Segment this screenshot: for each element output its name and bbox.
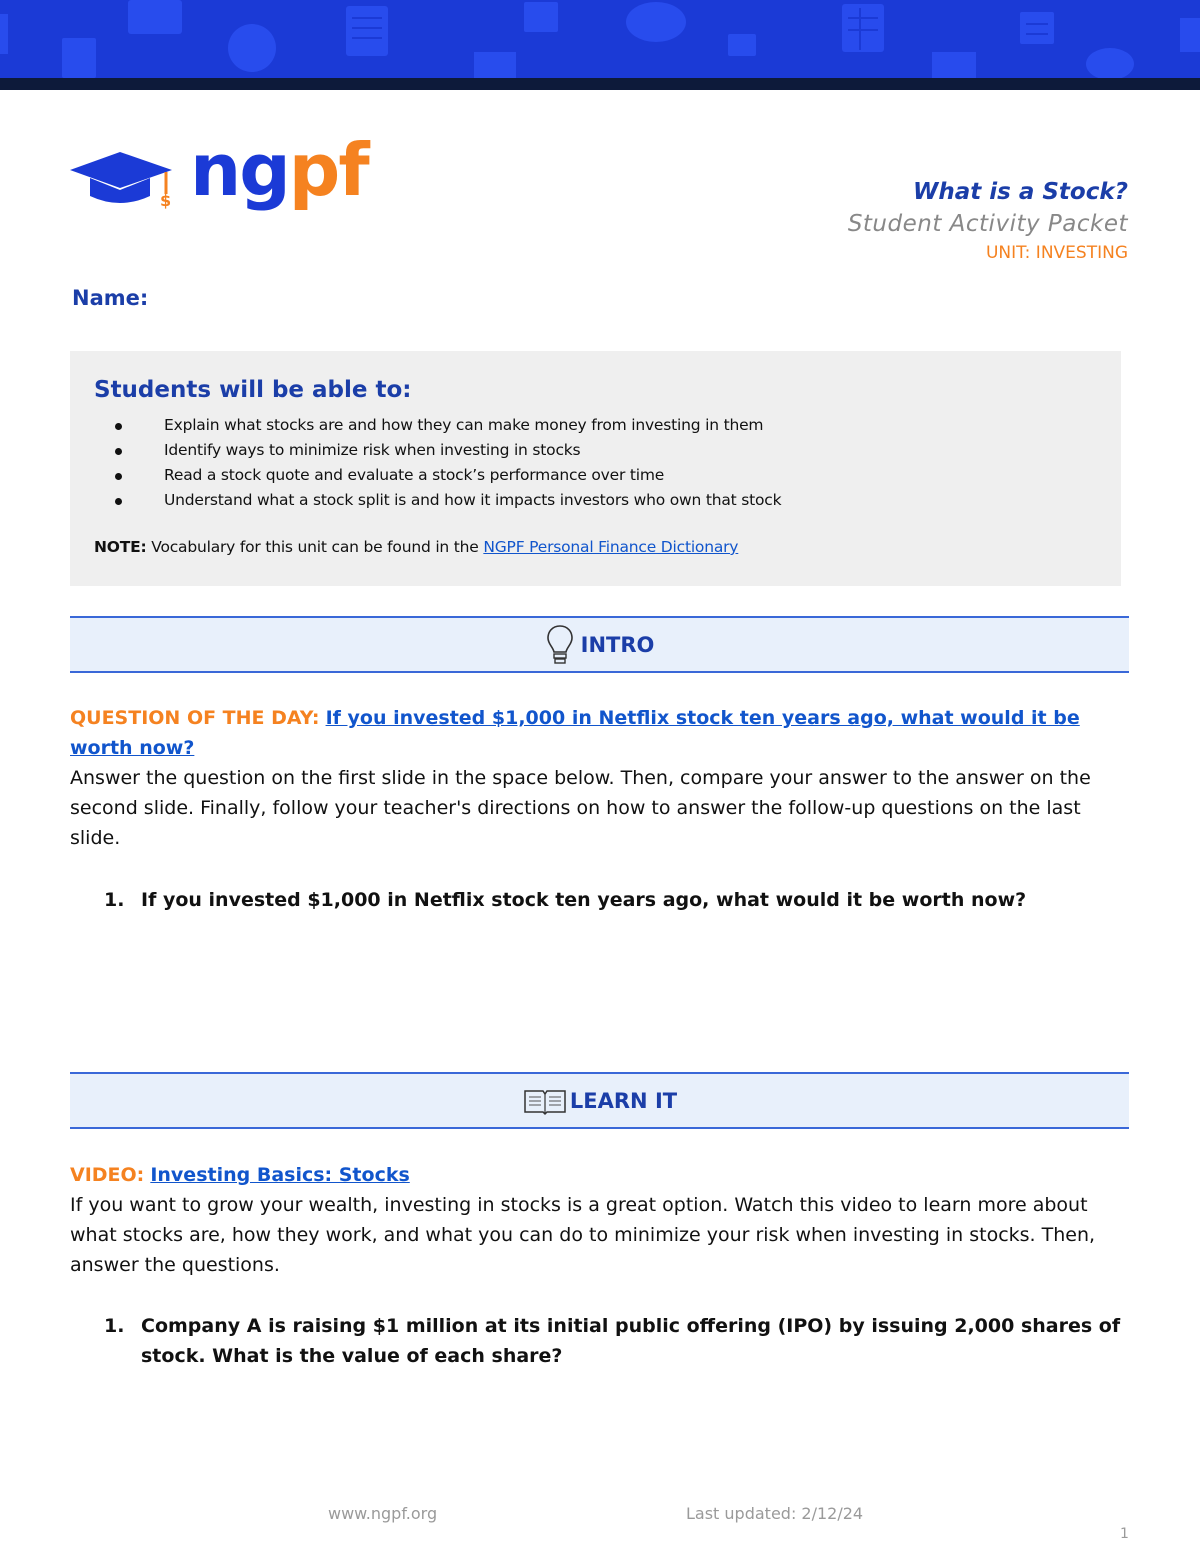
video-link[interactable]: Investing Basics: Stocks (150, 1164, 410, 1186)
footer-url: www.ngpf.org (328, 1504, 438, 1523)
banner-pattern (0, 0, 1200, 78)
question-text: If you invested $1,000 in Netflix stock ten years ago, what would it be worth now? (141, 889, 1027, 911)
intro-question-1 (104, 885, 1134, 915)
dictionary-link[interactable]: NGPF Personal Finance Dictionary (483, 538, 739, 556)
name-field-label: Name: (72, 286, 149, 310)
learn-it-instructions: If you want to grow your wealth, investing in stocks is a great option. Watch this video to learn more about what stocks are, how they work, and what you can do to minimize your risk when investing in stocks. Then, answer the questions. (70, 1194, 1096, 1276)
vocabulary-note (94, 538, 738, 556)
question-text: Company A is raising $1 million at its initial public offering (IPO) by issuing 2,000 shares of stock. What is the value of each share? (141, 1315, 1121, 1367)
document-title-block (848, 176, 1128, 266)
note-text: Vocabulary for this unit can be found in the (146, 538, 484, 556)
document-subtitle: Student Activity Packet (847, 211, 1128, 237)
footer-last-updated: Last updated: 2/12/24 (686, 1504, 864, 1523)
qotd-link[interactable]: If you invested $1,000 in Netflix stock ten years ago, what would it be worth now? (70, 707, 1080, 759)
objectives-box (70, 351, 1121, 586)
unit-label: UNIT: INVESTING (985, 243, 1128, 263)
objectives-heading: Students will be able to: (94, 377, 412, 403)
learn-it-question-1 (104, 1311, 1134, 1371)
question-number: 1. (104, 889, 125, 911)
objectives-list (94, 413, 781, 513)
graduation-cap-icon (70, 148, 180, 218)
lightbulb-icon (545, 623, 575, 667)
question-of-the-day (70, 703, 1135, 853)
question-number: 1. (104, 1315, 125, 1337)
banner-strip (0, 78, 1200, 90)
objective-item: Understand what a stock split is and how it impacts investors who own that stock (94, 488, 781, 513)
logo-wordmark: ngpf (190, 128, 368, 212)
video-block (70, 1160, 1135, 1280)
note-label: NOTE: (94, 538, 147, 556)
objective-item: Explain what stocks are and how they can make money from investing in them (94, 413, 781, 438)
objective-item: Identify ways to minimize risk when investing in stocks (94, 438, 781, 463)
objective-item: Read a stock quote and evaluate a stock’s performance over time (94, 463, 781, 488)
document-title: What is a Stock? (912, 179, 1128, 205)
top-banner (0, 0, 1200, 78)
ngpf-logo (70, 128, 368, 218)
page-number: 1 (1120, 1526, 1129, 1542)
book-icon (522, 1086, 568, 1116)
svg-text:$: $ (160, 191, 172, 210)
learn-it-section-title: LEARN IT (569, 1088, 678, 1113)
video-label: VIDEO: (70, 1164, 145, 1186)
intro-instructions: Answer the question on the first slide in the space below. Then, compare your answer to the answer on the second slide. Finally, follow your teacher's directions on how to answer the follow-up questions on the last slide. (70, 767, 1091, 849)
intro-section-title: INTRO (580, 632, 655, 657)
intro-section-header (70, 616, 1129, 673)
qotd-label: QUESTION OF THE DAY: (70, 707, 320, 729)
learn-it-section-header (70, 1072, 1129, 1129)
